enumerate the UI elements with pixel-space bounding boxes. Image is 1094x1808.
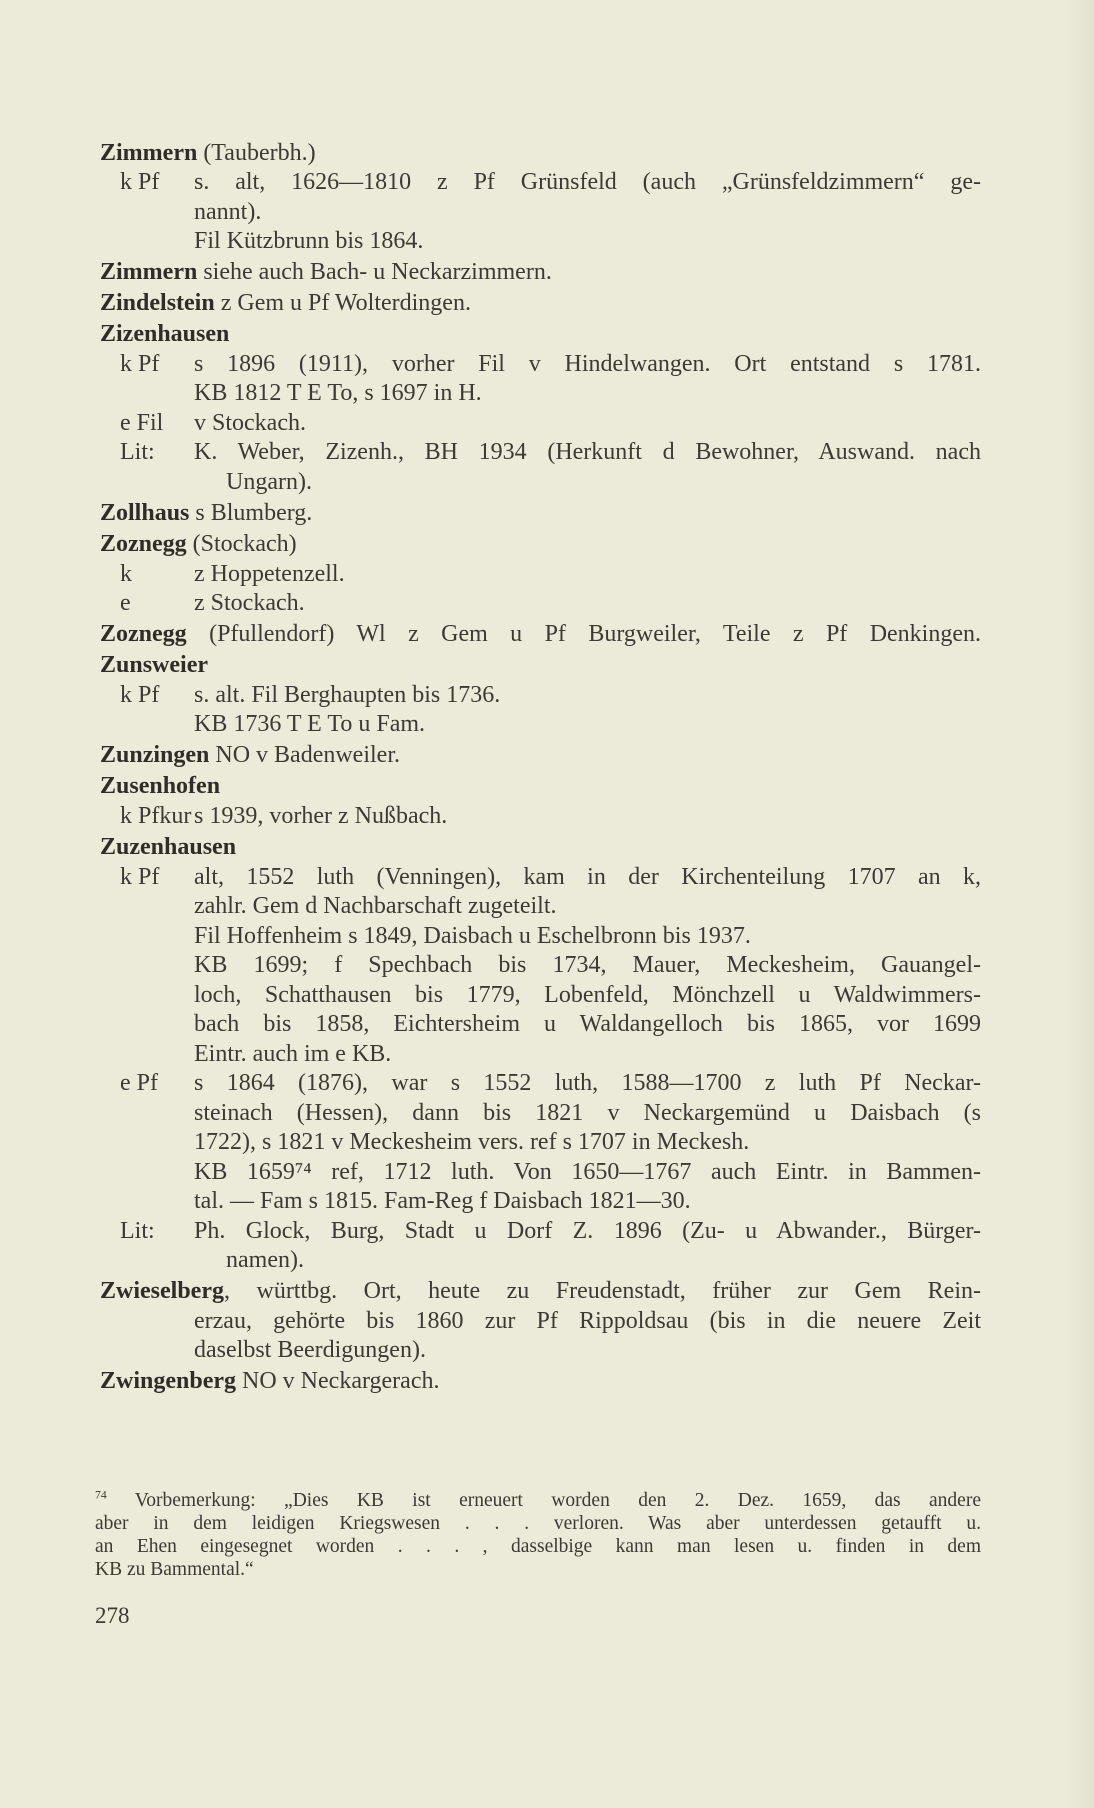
entry-headline xyxy=(100,139,981,169)
entry-headline xyxy=(100,1367,981,1397)
sub-entry-label: k Pf xyxy=(120,169,160,196)
register-entry xyxy=(100,772,981,831)
sub-entry xyxy=(100,168,981,198)
sub-entry xyxy=(100,863,981,893)
entry-headline xyxy=(100,289,981,319)
entry-headline xyxy=(100,258,981,288)
sub-entry-label: k Pf xyxy=(120,681,160,708)
sub-entry-label: k xyxy=(120,560,132,587)
entry-headline xyxy=(100,651,981,681)
sub-entry-line: bach bis 1858, Eichtersheim u Waldangelloch bis 1865, vor 1699 xyxy=(194,1011,981,1038)
headword: Zoznegg xyxy=(100,531,187,558)
sub-entry-text: K. Weber, Zizenh., BH 1934 (Herkunft d Bewohner, Auswand. nach xyxy=(194,439,981,466)
entry-headline xyxy=(100,1277,981,1307)
page-edge-shadow xyxy=(1064,0,1094,1808)
footnote-line: an Ehen eingesegnet worden . . . , dasselbige kann man lesen u. finden in dem xyxy=(95,1536,981,1557)
sub-entry-line: Fil Kützbrunn bis 1864. xyxy=(194,228,424,255)
register-entry xyxy=(100,530,981,619)
headword: Zusenhofen xyxy=(100,773,221,800)
register-entry xyxy=(100,620,981,650)
register-entry xyxy=(100,289,981,319)
headword: Zunsweier xyxy=(100,652,208,679)
entry-headline xyxy=(100,741,981,771)
continuation-line: daselbst Beerdigungen). xyxy=(194,1337,426,1364)
sub-entry xyxy=(100,560,981,590)
headline-text: (Tauberbh.) xyxy=(197,139,316,166)
entry-headline xyxy=(100,530,981,560)
register-entries xyxy=(100,137,981,1397)
register-entry xyxy=(100,1367,981,1397)
sub-entry-line: namen). xyxy=(226,1247,304,1274)
register-entry xyxy=(100,651,981,740)
sub-entry-text: z Hoppetenzell. xyxy=(194,560,345,587)
sub-entry-line: Fil Hoffenheim s 1849, Daisbach u Eschelbronn bis 1937. xyxy=(194,922,751,949)
headword: Zimmern xyxy=(100,259,198,286)
headword: Zollhaus xyxy=(100,499,190,526)
register-entry xyxy=(100,499,981,529)
sub-entry-line: Eintr. auch im e KB. xyxy=(194,1040,392,1067)
headword: Zindelstein xyxy=(100,290,215,317)
sub-entry-line: 1722), s 1821 v Meckesheim vers. ref s 1707 in Meckesh. xyxy=(194,1129,750,1156)
sub-entry-text: s 1864 (1876), war s 1552 luth, 1588—1700 z luth Pf Neckar- xyxy=(194,1070,981,1097)
sub-entry-line: KB 1659⁷⁴ ref, 1712 luth. Von 1650—1767 auch Eintr. in Bammen- xyxy=(194,1158,981,1185)
sub-entry-line: steinach (Hessen), dann bis 1821 v Neckargemünd u Daisbach (s xyxy=(194,1099,981,1126)
sub-entry xyxy=(100,1069,981,1099)
sub-entry-label: Lit: xyxy=(120,439,155,466)
register-entry xyxy=(100,1277,981,1366)
sub-entry-line: nannt). xyxy=(194,198,262,225)
footnote-line: KB zu Bammental.“ xyxy=(95,1559,254,1580)
entry-headline xyxy=(100,833,981,863)
sub-entry-line: zahlr. Gem d Nachbarschaft zugeteilt. xyxy=(194,893,557,920)
sub-entry-text: s. alt, 1626—1810 z Pf Grünsfeld (auch „Grünsfeldzimmern“ ge- xyxy=(194,169,981,196)
register-entry xyxy=(100,258,981,288)
headword: Zwingenberg xyxy=(100,1368,237,1395)
register-entry xyxy=(100,320,981,497)
headline-text: , württbg. Ort, heute zu Freudenstadt, früher zur Gem Rein- xyxy=(223,1278,981,1305)
headword: Zunzingen xyxy=(100,742,210,769)
entry-headline xyxy=(100,499,981,529)
headline-text: s Blumberg. xyxy=(189,499,313,526)
sub-entry-label: e xyxy=(120,590,131,617)
headword: Zimmern xyxy=(100,139,198,166)
footnote-line: aber in dem leidigen Kriegswesen . . . verloren. Was aber unterdessen getaufft u. xyxy=(95,1513,981,1534)
headword: Zoznegg xyxy=(100,621,187,648)
footnote xyxy=(95,1489,981,1581)
sub-entry xyxy=(100,409,981,439)
headword: Zizenhausen xyxy=(100,321,230,348)
sub-entry-label: k Pf xyxy=(120,863,160,890)
sub-entry-label: k Pfkur xyxy=(120,802,192,829)
sub-entry-text: z Stockach. xyxy=(194,590,305,617)
continuation-line: erzau, gehörte bis 1860 zur Pf Rippoldsau (bis in die neuere Zeit xyxy=(194,1307,981,1334)
sub-entry xyxy=(100,681,981,711)
sub-entry-label: k Pf xyxy=(120,350,160,377)
sub-entry-text: Ph. Glock, Burg, Stadt u Dorf Z. 1896 (Zu- u Abwander., Bürger- xyxy=(194,1217,981,1244)
sub-entry-text: s 1939, vorher z Nußbach. xyxy=(194,802,448,829)
register-entry xyxy=(100,139,981,257)
sub-entry-line: KB 1699; f Spechbach bis 1734, Mauer, Meckesheim, Gauangel- xyxy=(194,952,981,979)
footnote-line xyxy=(95,1489,981,1512)
page-number: 278 xyxy=(95,1603,130,1628)
sub-entry-label: e Fil xyxy=(120,409,164,436)
headword: Zwieselberg xyxy=(100,1278,224,1305)
sub-entry-line: loch, Schatthausen bis 1779, Lobenfeld, Mönchzell u Waldwimmers- xyxy=(194,981,981,1008)
headline-text: z Gem u Pf Wolterdingen. xyxy=(214,290,471,317)
sub-entry xyxy=(100,350,981,380)
sub-entry-line: KB 1812 T E To, s 1697 in H. xyxy=(194,380,482,407)
headline-text: (Pfullendorf) Wl z Gem u Pf Burgweiler, Teile z Pf Denkingen. xyxy=(186,621,981,648)
entry-headline xyxy=(100,772,981,802)
footnote-text: Vorbemerkung: „Dies KB ist erneuert worden den 2. Dez. 1659, das andere xyxy=(106,1490,981,1511)
headline-text: siehe auch Bach- u Neckarzimmern. xyxy=(197,259,552,286)
entry-headline xyxy=(100,620,981,650)
headline-text: NO v Neckargerach. xyxy=(236,1368,440,1395)
headword: Zuzenhausen xyxy=(100,834,237,861)
sub-entry-line: KB 1736 T E To u Fam. xyxy=(194,711,426,738)
entry-headline xyxy=(100,320,981,350)
sub-entry-text: alt, 1552 luth (Venningen), kam in der Kirchenteilung 1707 an k, xyxy=(194,863,981,890)
sub-entry xyxy=(100,438,981,468)
footnote-marker: 74 xyxy=(95,1488,107,1502)
sub-entry xyxy=(100,802,981,832)
headline-text: NO v Badenweiler. xyxy=(209,742,400,769)
sub-entry-text: s. alt. Fil Berghaupten bis 1736. xyxy=(194,681,501,708)
sub-entry xyxy=(100,589,981,619)
register-entry xyxy=(100,741,981,771)
sub-entry-line: Ungarn). xyxy=(226,468,312,495)
headline-text: (Stockach) xyxy=(186,531,297,558)
sub-entry-line: tal. — Fam s 1815. Fam-Reg f Daisbach 1821—30. xyxy=(194,1188,691,1215)
sub-entry-label: Lit: xyxy=(120,1217,155,1244)
sub-entry xyxy=(100,1217,981,1247)
register-entry xyxy=(100,833,981,1276)
sub-entry-text: s 1896 (1911), vorher Fil v Hindelwangen. Ort entstand s 1781. xyxy=(194,350,981,377)
sub-entry-text: v Stockach. xyxy=(194,409,306,436)
sub-entry-label: e Pf xyxy=(120,1070,158,1097)
